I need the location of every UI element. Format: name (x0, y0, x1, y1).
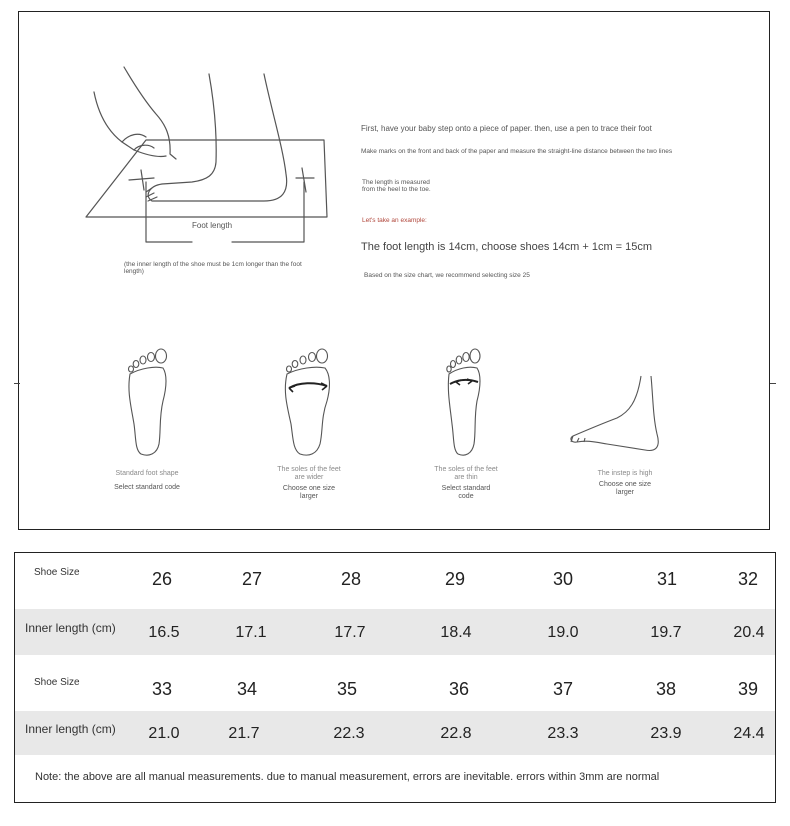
foot-type-high-instep-shape: The instep is high (597, 470, 653, 477)
example-text: The foot length is 14cm, choose shoes 14cm + 1cm = 15cm (361, 241, 653, 253)
standard-foot-icon (123, 346, 173, 458)
foot-type-wide (254, 466, 364, 501)
thin-sole-foot-icon (441, 346, 487, 458)
length-cell: 17.1 (235, 624, 267, 641)
step-one-text: First, have your baby step onto a piece of paper. then, use a pen to trace their foot (361, 124, 652, 133)
shoe-size-label: Shoe Size (34, 567, 80, 578)
length-cell: 23.3 (547, 725, 579, 742)
example-heading: Let's take an example: (362, 217, 427, 224)
inner-length-label: Inner length (cm) (25, 722, 116, 736)
size-cell: 32 (737, 569, 759, 589)
length-cell: 23.9 (650, 725, 682, 742)
size-cell: 31 (656, 569, 678, 589)
size-cell: 37 (552, 679, 574, 699)
right-edge-mark (770, 383, 776, 384)
length-cell: 20.4 (733, 624, 765, 641)
high-instep-foot-icon (567, 372, 677, 452)
size-cell: 27 (241, 569, 263, 589)
wide-sole-foot-icon (281, 346, 337, 458)
inner-length-note: (the inner length of the shoe must be 1cm longer than the foot length) (124, 261, 302, 275)
foot-type-wide-shape: The soles of the feet are wider (277, 466, 341, 481)
foot-type-thin (411, 466, 521, 501)
length-row-1 (15, 609, 775, 655)
foot-type-thin-advice: Select standard code (441, 485, 491, 500)
hand (94, 92, 166, 157)
length-cell: 19.0 (547, 624, 579, 641)
size-cell: 36 (448, 679, 470, 699)
foot-type-standard (92, 470, 202, 492)
shoe-size-label: Shoe Size (34, 677, 80, 688)
length-cell: 24.4 (733, 725, 765, 742)
foot-length-label: Foot length (191, 221, 233, 230)
foot-type-standard-shape: Standard foot shape (115, 470, 179, 477)
size-chart-table (14, 552, 776, 803)
foot-type-wide-advice: Choose one size larger (282, 485, 336, 500)
foot-type-high-instep-advice: Choose one size larger (598, 481, 652, 496)
length-cell: 21.7 (228, 725, 260, 742)
foot-length-bracket (146, 182, 304, 242)
size-cell: 33 (151, 679, 173, 699)
length-cell: 17.7 (334, 624, 366, 641)
size-cell: 39 (737, 679, 759, 699)
size-cell: 30 (552, 569, 574, 589)
size-cell: 29 (444, 569, 466, 589)
length-cell: 22.8 (440, 725, 472, 742)
foot-type-thin-shape: The soles of the feet are thin (434, 466, 498, 481)
step-two-text: Make marks on the front and back of the paper and measure the straight-line distance between the two lines (361, 148, 673, 155)
length-cell: 18.4 (440, 624, 472, 641)
pen (124, 67, 176, 159)
length-cell: 16.5 (148, 624, 180, 641)
foot-type-standard-advice: Select standard code (114, 484, 180, 491)
measurement-guide-panel (18, 11, 770, 530)
measurement-note: Note: the above are all manual measurements. due to manual measurement, errors are inevitable. errors within 3mm are normal (35, 771, 660, 783)
foot-type-high-instep (570, 470, 680, 497)
left-edge-mark (14, 383, 20, 384)
size-cell: 28 (340, 569, 362, 589)
length-cell: 21.0 (148, 725, 180, 742)
length-cell: 19.7 (650, 624, 682, 641)
size-cell: 38 (655, 679, 677, 699)
size-cell: 26 (151, 569, 173, 589)
length-measured-note: The length is measured from the heel to the toe. (362, 179, 431, 193)
size-row-2 (15, 656, 775, 711)
length-cell: 22.3 (333, 725, 365, 742)
recommendation-text: Based on the size chart, we recommend selecting size 25 (364, 272, 530, 279)
inner-length-label: Inner length (cm) (25, 621, 116, 635)
size-cell: 34 (236, 679, 258, 699)
length-row-2 (15, 711, 775, 755)
size-cell: 35 (336, 679, 358, 699)
size-row-1 (15, 553, 775, 608)
